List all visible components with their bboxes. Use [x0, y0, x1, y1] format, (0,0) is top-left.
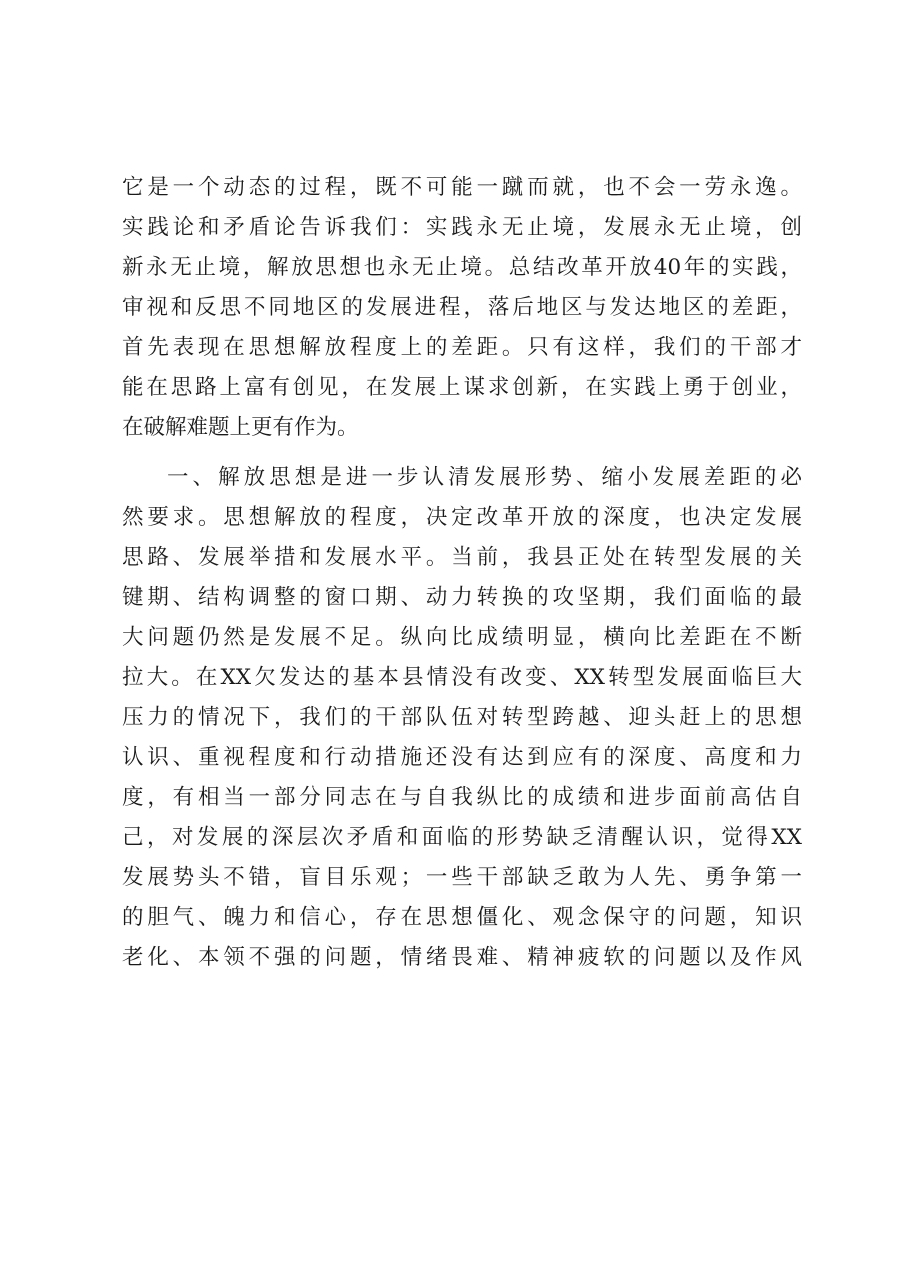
text-line: 首先表现在思想解放程度上的差距。只有这样，我们的干部才: [122, 335, 802, 360]
text-line: 己，对发展的深层次矛盾和面临的形势缺乏清醒认识，觉得XX: [122, 825, 802, 850]
text-line: 然要求。思想解放的程度，决定改革开放的深度，也决定发展: [122, 505, 802, 530]
text-line: 实践论和矛盾论告诉我们：实践永无止境，发展永无止境，创: [122, 215, 802, 240]
text-line: 思路、发展举措和发展水平。当前，我县正处在转型发展的关: [122, 545, 802, 570]
text-line: 它是一个动态的过程，既不可能一蹴而就，也不会一劳永逸。: [122, 175, 802, 200]
text-line: 能在思路上富有创见，在发展上谋求创新，在实践上勇于创业，: [122, 375, 802, 400]
text-line: 在破解难题上更有作为。: [122, 415, 359, 440]
text-line: 键期、结构调整的窗口期、动力转换的攻坚期，我们面临的最: [122, 585, 802, 610]
text-line: 认识、重视程度和行动措施还没有达到应有的深度、高度和力: [122, 745, 802, 770]
text-line: 拉大。在XX欠发达的基本县情没有改变、XX转型发展面临巨大: [122, 665, 802, 690]
text-line: 发展势头不错，盲目乐观；一些干部缺乏敢为人先、勇争第一: [122, 865, 802, 890]
text-line: 压力的情况下，我们的干部队伍对转型跨越、迎头赶上的思想: [122, 705, 802, 730]
text-line: 新永无止境，解放思想也永无止境。总结改革开放40年的实践，: [122, 255, 802, 280]
text-line: 度，有相当一部分同志在与自我纵比的成绩和进步面前高估自: [122, 785, 802, 810]
text-line: 老化、本领不强的问题，情绪畏难、精神疲软的问题以及作风: [122, 945, 802, 970]
text-line: 的胆气、魄力和信心，存在思想僵化、观念保守的问题，知识: [122, 905, 802, 930]
section-heading-line: 一、解放思想是进一步认清发展形势、缩小发展差距的必: [167, 465, 802, 490]
text-line: 大问题仍然是发展不足。纵向比成绩明显，横向比差距在不断: [122, 625, 802, 650]
text-line: 审视和反思不同地区的发展进程，落后地区与发达地区的差距，: [122, 295, 802, 320]
